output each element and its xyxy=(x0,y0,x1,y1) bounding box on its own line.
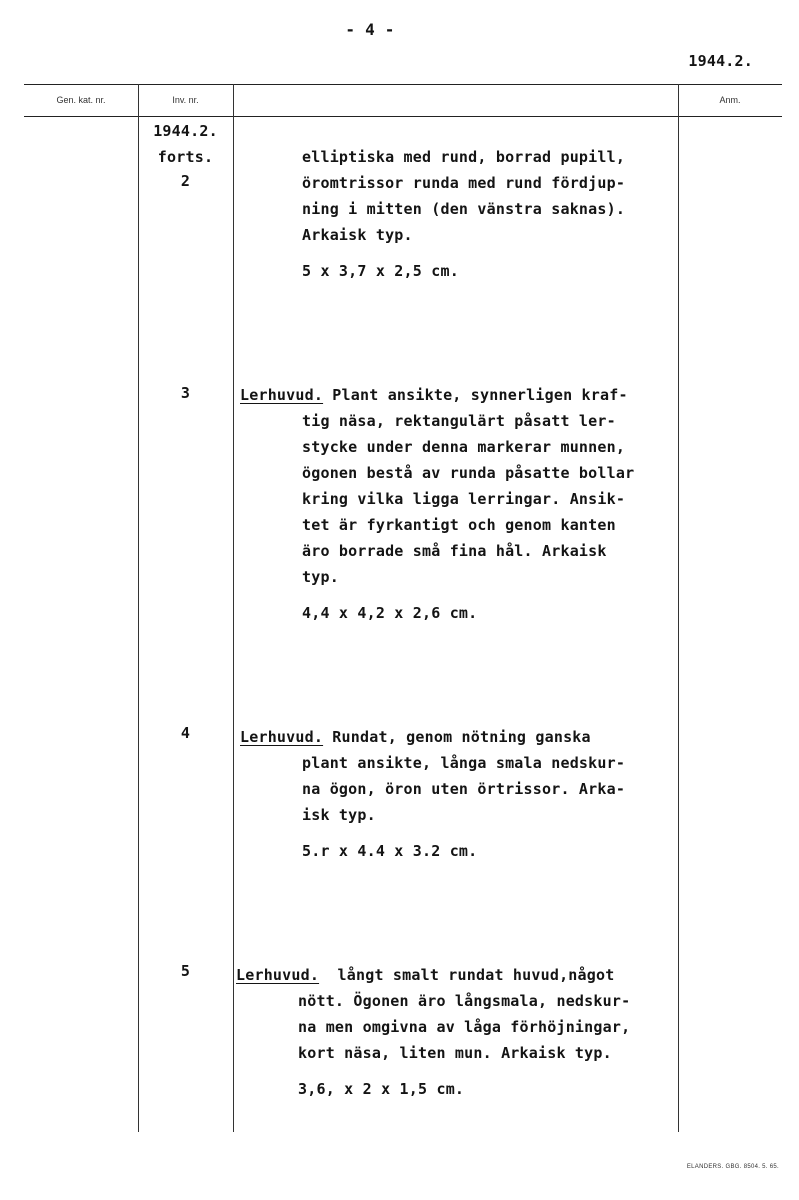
description-line: ögonen bestå av runda påsatte bollar xyxy=(302,464,635,482)
description-line: kort näsa, liten mun. Arkaisk typ. xyxy=(298,1044,612,1062)
entry-description xyxy=(240,724,680,864)
inventory-continued: forts. xyxy=(157,148,214,166)
column-header-anm: Anm. xyxy=(719,95,741,105)
entry-title: Lerhuvud. xyxy=(236,966,320,984)
description-line: plant ansikte, långa smala nedskur- xyxy=(302,754,626,772)
entry-number: 5 xyxy=(180,962,191,980)
entry-description xyxy=(236,962,676,1102)
description-line: isk typ. xyxy=(302,806,376,824)
page-number: - 4 - xyxy=(345,20,395,39)
column-header-gen-kat: Gen. kat. nr. xyxy=(56,95,106,105)
description-line: kring vilka ligga lerringar. Ansik- xyxy=(302,490,626,508)
description-line: na men omgivna av låga förhöjningar, xyxy=(298,1018,631,1036)
description-line: typ. xyxy=(302,568,339,586)
entry-number: 4 xyxy=(180,724,191,742)
entry-title: Lerhuvud. xyxy=(240,386,324,404)
description-line: öromtrissor runda med rund fördjup- xyxy=(302,174,626,192)
entry-title: Lerhuvud. xyxy=(240,728,324,746)
catalog-reference: 1944.2. xyxy=(688,52,753,70)
description-line: Arkaisk typ. xyxy=(302,226,413,244)
entry-description xyxy=(240,144,680,284)
dimensions: 5 x 3,7 x 2,5 cm. xyxy=(302,262,459,280)
description-line: Plant ansikte, synnerligen kraf- xyxy=(323,386,628,404)
printer-imprint: ELANDERS. GBG. 8504. 5. 65. xyxy=(686,1164,779,1170)
entry-number: 3 xyxy=(180,384,191,402)
column-header-inv-nr: Inv. nr. xyxy=(172,95,199,105)
description-line: stycke under denna markerar munnen, xyxy=(302,438,626,456)
description-line: nött. Ögonen äro långsmala, nedskur- xyxy=(298,992,631,1010)
inventory-year: 1944.2. xyxy=(153,122,218,140)
description-line: elliptiska med rund, borrad pupill, xyxy=(302,148,626,166)
entry-description xyxy=(240,382,680,626)
description-line: ning i mitten (den vänstra saknas). xyxy=(302,200,626,218)
description-line: långt smalt rundat huvud,något xyxy=(319,966,615,984)
column-divider-2 xyxy=(233,84,234,1132)
description-line: tig näsa, rektangulärt påsatt ler- xyxy=(302,412,616,430)
description-line: na ögon, öron uten örtrissor. Arka- xyxy=(302,780,626,798)
dimensions: 4,4 x 4,2 x 2,6 cm. xyxy=(302,604,478,622)
description-line: tet är fyrkantigt och genom kanten xyxy=(302,516,616,534)
entry-number: 2 xyxy=(180,172,191,190)
dimensions: 3,6, x 2 x 1,5 cm. xyxy=(298,1080,465,1098)
description-line: Rundat, genom nötning ganska xyxy=(323,728,591,746)
dimensions: 5.r x 4.4 x 3.2 cm. xyxy=(302,842,478,860)
description-line: äro borrade små fina hål. Arkaisk xyxy=(302,542,607,560)
